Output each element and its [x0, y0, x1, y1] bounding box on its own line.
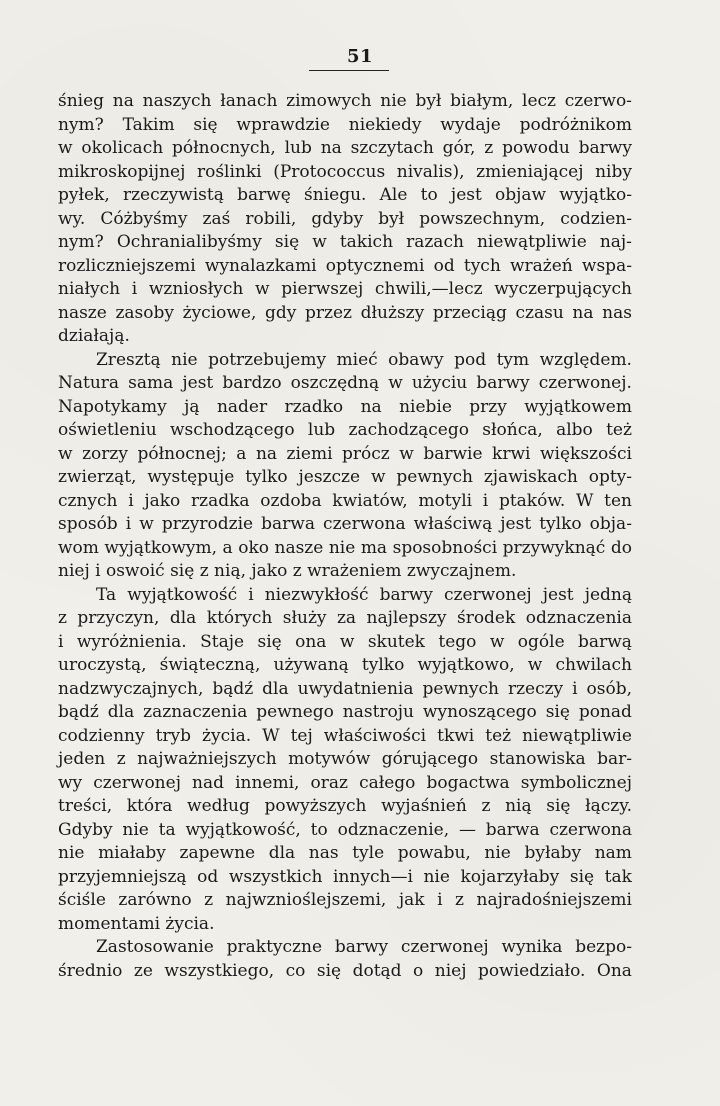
text-line: uroczystą, świąteczną, używaną tylko wyjątkowo, w chwilach [58, 655, 632, 675]
text-line: Gdyby nie ta wyjątkowość, to odznaczenie, — barwa czerwona [58, 819, 632, 840]
text-line: wy czerwonej nad innemi, oraz całego bogactwa symbolicznej [58, 772, 632, 793]
text-line: sposób i w przyrodzie barwa czerwona właściwą jest tylko obja- [58, 514, 632, 534]
text-line: Natura sama jest bardzo oszczędną w użyciu barwy czerwonej. [58, 373, 632, 393]
text-line: wy. Cóżbyśmy zaś robili, gdyby był powszechnym, codzien- [58, 208, 632, 229]
text-line: średnio ze wszystkiego, co się dotąd o niej powiedziało. Ona [58, 960, 632, 981]
text-line: w okolicach północnych, lub na szczytach gór, z powodu barwy [58, 138, 632, 158]
text-line: nadzwyczajnych, bądź dla uwydatnienia pewnych rzeczy i osób, [58, 678, 632, 699]
text-line: nasze zasoby życiowe, gdy przez dłuższy przeciąg czasu na nas [58, 302, 632, 323]
text-line: oświetleniu wschodzącego lub zachodzącego słońca, albo też [58, 420, 632, 440]
text-line: mikroskopijnej roślinki (Protococcus nivalis), zmieniającej niby [58, 161, 632, 182]
text-line: śnieg na naszych łanach zimowych nie był białym, lecz czerwo- [58, 91, 632, 111]
text-line: pyłek, rzeczywistą barwę śniegu. Ale to jest objaw wyjątko- [58, 185, 632, 205]
text-line: nym? Ochranialibyśmy się w takich razach niewątpliwie naj- [58, 232, 632, 252]
text-line: treści, która według powyższych wyjaśnień z nią się łączy. [58, 796, 632, 816]
text-line: zwierząt, występuje tylko jeszcze w pewnych zjawiskach opty- [58, 467, 632, 487]
text-line: nym? Takim się wprawdzie niekiedy wydaje podróżnikom [58, 114, 632, 135]
text-line: niałych i wzniosłych w pierwszej chwili,—lecz wyczerpujących [58, 279, 632, 299]
text-line: momentami życia. [58, 913, 215, 934]
text-line: bądź dla zaznaczenia pewnego nastroju wynoszącego się ponad [58, 702, 632, 722]
text-line: nie miałaby zapewne dla nas tyle powabu, nie byłaby nam [58, 843, 632, 863]
text-line: ściśle zarówno z najwznioślejszemi, jak i z najradośniejszemi [58, 890, 632, 910]
text-line: w zorzy północnej; a na ziemi prócz w barwie krwi większości [58, 443, 632, 464]
text-line: jeden z najważniejszych motywów górującego stanowiska bar- [58, 749, 632, 769]
text-line: i wyróżnienia. Staje się ona w skutek tego w ogóle barwą [58, 631, 632, 652]
text-line: rozliczniejszemi wynalazkami optycznemi od tych wrażeń wspa- [58, 255, 632, 276]
text-line: Zresztą nie potrzebujemy mieć obawy pod tym względem. [96, 349, 632, 370]
text-line: Napotykamy ją nader rzadko na niebie przy wyjątkowem [58, 396, 632, 417]
text-line: działają. [58, 326, 130, 346]
text-line: Ta wyjątkowość i niezwykłość barwy czerwonej jest jedną [96, 584, 632, 605]
text-line: z przyczyn, dla których służy za najlepszy środek odznaczenia [58, 608, 632, 628]
paragraph-3 [58, 584, 632, 937]
text-line: wom wyjątkowym, a oko nasze nie ma sposobności przywyknąć do [58, 537, 632, 558]
page-number: 51 [346, 46, 374, 67]
text-line: przyjemniejszą od wszystkich innych—i nie kojarzyłaby się tak [58, 866, 632, 887]
text-line: codzienny tryb życia. W tej właściwości tkwi też niewątpliwie [58, 725, 632, 746]
text-line: niej i oswoić się z nią, jako z wrażeniem zwyczajnem. [58, 561, 517, 581]
page-number-rule [309, 70, 389, 71]
page-text [58, 90, 632, 983]
paragraph-4 [58, 936, 632, 983]
paragraph-2 [58, 349, 632, 584]
text-line: cznych i jako rzadka ozdoba kwiatów, motyli i ptaków. W ten [58, 490, 632, 511]
paragraph-1 [58, 90, 632, 349]
text-line: Zastosowanie praktyczne barwy czerwonej wynika bezpo- [96, 937, 632, 957]
